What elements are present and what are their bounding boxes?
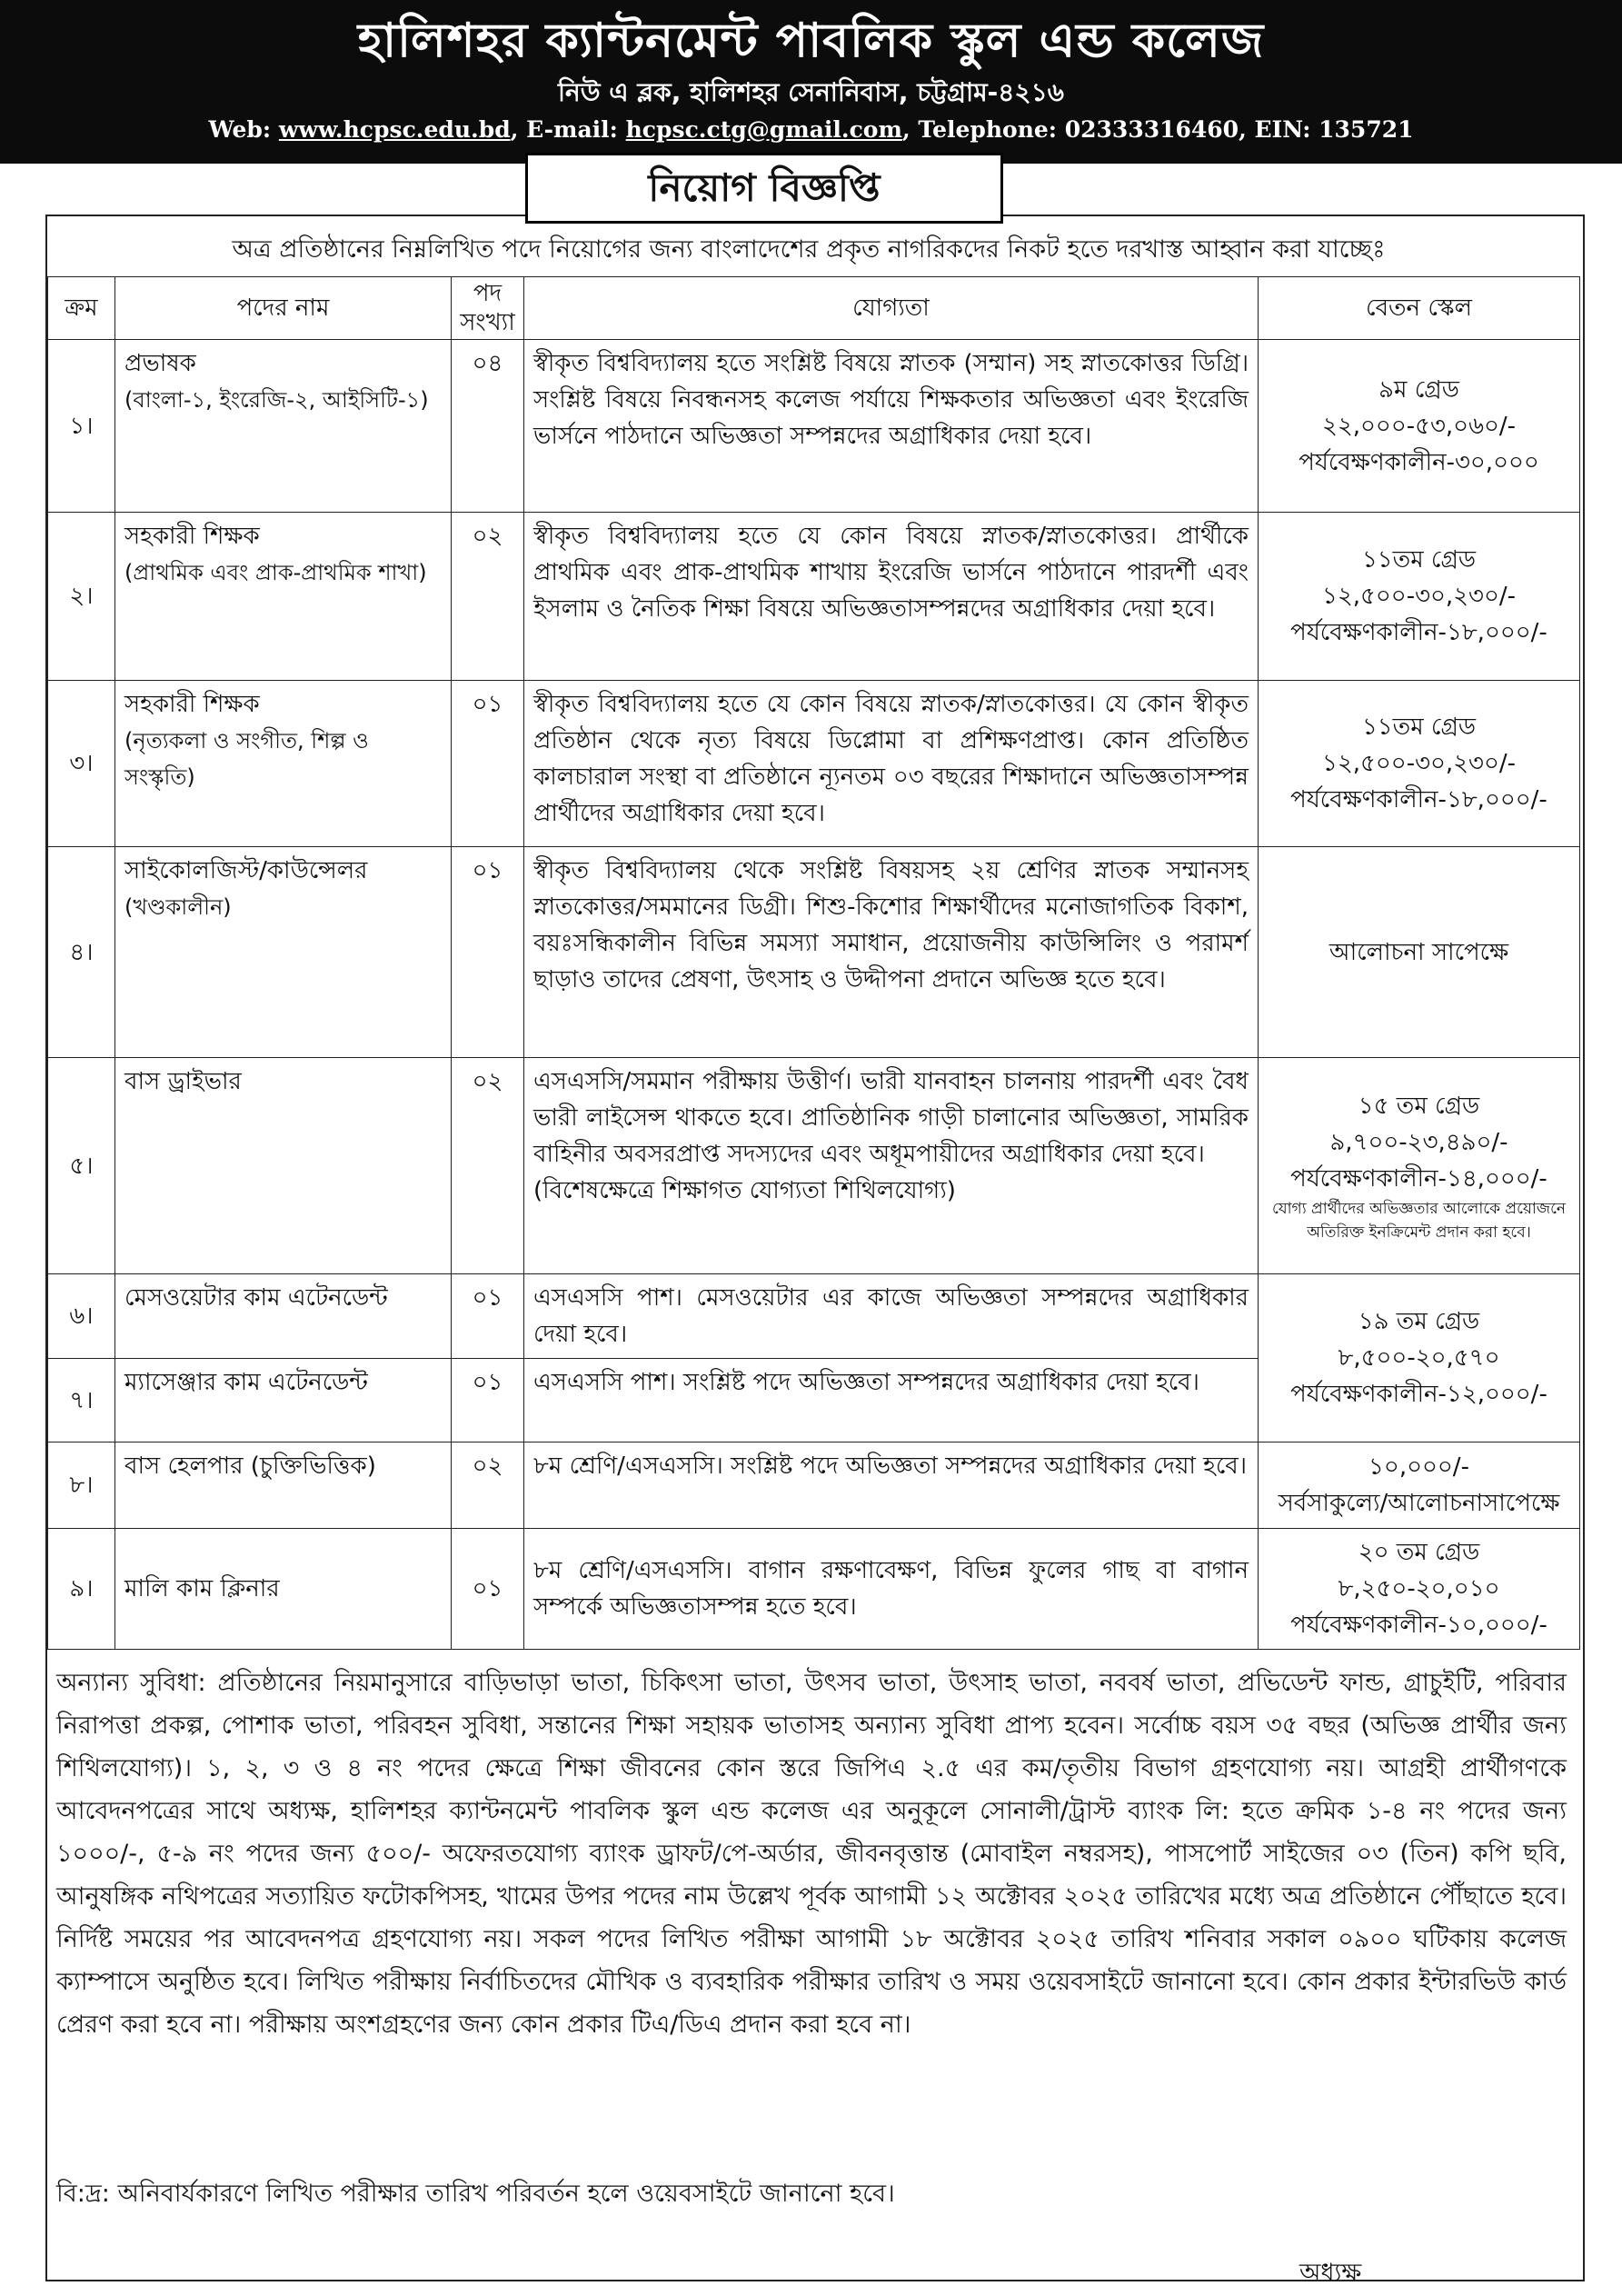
jobs-table — [47, 276, 1580, 1650]
letterhead — [0, 0, 1622, 164]
row-post: মালি কাম ক্লিনার — [115, 1529, 452, 1650]
row-count: ০২ — [452, 1442, 524, 1529]
row-qualification: স্বীকৃত বিশ্ববিদ্যালয় থেকে সংশ্লিষ্ট বিষয়সহ ২য় শ্রেণির স্নাতক সম্মানসহ স্নাতকোত্তর/সমমানের ডিগ্রী। শিশু-কিশোর শিক্ষার্থীদের মনোজাগতিক বিকাশ, বয়ঃসন্ধিকালীন বিভিন্ন সমস্যা সমাধান, প্রয়োজনীয় কাউন্সিলিং ও পরামর্শ ছাড়াও তাদের প্রেষণা, উৎসাহ ও উদ্দীপনা প্রদানে অভিজ্ঞ হতে হবে। — [524, 847, 1259, 1058]
row-post: ম্যাসেঞ্জার কাম এটেনডেন্ট — [115, 1359, 452, 1442]
row-count: ০১ — [452, 1359, 524, 1442]
row-qualification: স্বীকৃত বিশ্ববিদ্যালয় হতে সংশ্লিষ্ট বিষয়ে স্নাতক (সম্মান) সহ স্নাতকোত্তর ডিগ্রি। সংশ্লিষ্ট বিষয়ে নিবন্ধনসহ কলেজ পর্যায়ে শিক্ষকতার অভিজ্ঞতা এবং ইংরেজি ভার্সনে পাঠদানে অভিজ্ঞতা সম্পন্নদের অগ্রাধিকার দেয়া হবে। — [524, 340, 1259, 513]
header-qualification: যোগ্যতা — [524, 277, 1259, 340]
row-pay: আলোচনা সাপেক্ষে — [1259, 847, 1580, 1058]
table-row — [48, 847, 1580, 1058]
row-count: ০২ — [452, 1058, 524, 1274]
contact-line — [0, 115, 1622, 145]
row-qualification: ৮ম শ্রেণি/এসএসসি। সংশ্লিষ্ট পদে অভিজ্ঞতা সম্পন্নদের অগ্রাধিকার দেয়া হবে। — [524, 1442, 1259, 1529]
row-sl: ৫। — [48, 1058, 115, 1274]
row-post: বাস হেলপার (চুক্তিভিত্তিক) — [115, 1442, 452, 1529]
row-sl: ৯। — [48, 1529, 115, 1650]
row-qualification: স্বীকৃত বিশ্ববিদ্যালয় হতে যে কোন বিষয়ে স্নাতক/স্নাতকোত্তর। প্রার্থীকে প্রাথমিক এবং প্রাক-প্রাথমিক শাখায় ইংরেজি ভার্সনে পাঠদানে পারদর্শী এবং ইসলাম ও নৈতিক শিক্ষা বিষয়ে অভিজ্ঞতাসম্পন্নদের অগ্রাধিকার দেয়া হবে। — [524, 513, 1259, 681]
row-post: সাইকোলজিস্ট/কাউন্সেলর (খণ্ডকালীন) — [115, 847, 452, 1058]
row-qualification: এসএসসি পাশ। সংশ্লিষ্ট পদে অভিজ্ঞতা সম্পন্নদের অগ্রাধিকার দেয়া হবে। — [524, 1359, 1259, 1442]
table-row — [48, 513, 1580, 681]
header-pay: বেতন স্কেল — [1259, 277, 1580, 340]
table-row — [48, 1529, 1580, 1650]
row-sl: ৩। — [48, 681, 115, 847]
notice-title: নিয়োগ বিজ্ঞপ্তি — [525, 153, 1003, 224]
intro-text: অত্র প্রতিষ্ঠানের নিম্নলিখিত পদে নিয়োগের জন্য বাংলাদেশের প্রকৃত নাগরিকদের নিকট হতে দরখাস্ত আহ্বান করা যাচ্ছেঃ — [232, 235, 1386, 264]
header-sl: ক্রম — [48, 277, 115, 340]
row-pay: ১১তম গ্রেড ১২,৫০০-৩০,২৩০/- পর্যবেক্ষণকালীন-১৮,০০০/- — [1259, 681, 1580, 847]
row-sl: ১। — [48, 340, 115, 513]
row-post: সহকারী শিক্ষক (প্রাথমিক এবং প্রাক-প্রাথমিক শাখা) — [115, 513, 452, 681]
note-text: বি:দ্র: অনিবার্যকারণে লিখিত পরীক্ষার তারিখ পরিবর্তন হলে ওয়েবসাইটে জানানো হবে। — [56, 2180, 895, 2208]
row-pay: ১০,০০০/- সর্বসাকুল্যে/আলোচনাসাপেক্ষে — [1259, 1442, 1580, 1529]
row-pay: ২০ তম গ্রেড ৮,২৫০-২০,০১০ পর্যবেক্ষণকালীন-১০,০০০/- — [1259, 1529, 1580, 1650]
row-qualification: এসএসসি/সমমান পরীক্ষায় উত্তীর্ণ। ভারী যানবাহন চালনায় পারদর্শী এবং বৈধ ভারী লাইসেন্স থাকতে হবে। প্রাতিষ্ঠানিক গাড়ী চালানোর অভিজ্ঞতা, সামরিক বাহিনীর অবসরপ্রাপ্ত সদস্যদের এবং অধূমপায়ীদের অগ্রাধিকার দেয়া হবে। (বিশেষক্ষেত্রে শিক্ষাগত যোগ্যতা শিথিলযোগ্য) — [524, 1058, 1259, 1274]
row-pay: ১১তম গ্রেড ১২,৫০০-৩০,২৩০/- পর্যবেক্ষণকালীন-১৮,০০০/- — [1259, 513, 1580, 681]
row-qualification: ৮ম শ্রেণি/এসএসসি। বাগান রক্ষণাবেক্ষণ, বিভিন্ন ফুলের গাছ বা বাগান সম্পর্কে অভিজ্ঞতাসম্পন্ন হতে হবে। — [524, 1529, 1259, 1650]
row-sl: ৮। — [48, 1442, 115, 1529]
row-count: ০২ — [452, 513, 524, 681]
row-sl: ৪। — [48, 847, 115, 1058]
table-row — [48, 681, 1580, 847]
email-link[interactable]: hcpsc.ctg@gmail.com — [625, 116, 902, 143]
row-sl: ২। — [48, 513, 115, 681]
table-row — [48, 1058, 1580, 1274]
signature-label: অধ্যক্ষ — [1299, 2259, 1362, 2287]
row-count: ০১ — [452, 1274, 524, 1359]
school-address: নিউ এ ব্লক, হালিশহর সেনানিবাস, চট্টগ্রাম-৪২১৬ — [557, 77, 1064, 107]
table-row — [48, 1442, 1580, 1529]
row-post: প্রভাষক (বাংলা-১, ইংরেজি-২, আইসিটি-১) — [115, 340, 452, 513]
footer-paragraph: অন্যান্য সুবিধা: প্রতিষ্ঠানের নিয়মানুসারে বাড়িভাড়া ভাতা, চিকিৎসা ভাতা, উৎসব ভাতা, উৎসাহ ভাতা, নববর্ষ ভাতা, প্রভিডেন্ট ফান্ড, গ্রাচুইটি, পরিবার নিরাপত্তা প্রকল্প, পোশাক ভাতা, পরিবহন সুবিধা, সন্তানের শিক্ষা সহায়ক ভাতাসহ অন্যান্য সুবিধা প্রাপ্য হবেন। সর্বোচ্চ বয়স ৩৫ বছর (অভিজ্ঞ প্রার্থীর জন্য শিথিলযোগ্য)। ১, ২, ৩ ও ৪ নং পদের ক্ষেত্রে শিক্ষা জীবনের কোন স্তরে জিপিএ ২.৫ এর কম/তৃতীয় বিভাগ গ্রহণযোগ্য নয়। আগ্রহী প্রার্থীগণকে আবেদনপত্রের সাথে অধ্যক্ষ, হালিশহর ক্যান্টনমেন্ট পাবলিক স্কুল এন্ড কলেজ এর অনুকূলে সোনালী/ট্রাস্ট ব্যাংক লি: হতে ক্রমিক ১-৪ নং পদের জন্য ১০০০/-, ৫-৯ নং পদের জন্য ৫০০/- অফেরতযোগ্য ব্যাংক ড্রাফট/পে-অর্ডার, জীবনবৃত্তান্ত (মোবাইল নম্বরসহ), পাসপোর্ট সাইজের ০৩ (তিন) কপি ছবি, আনুষঙ্গিক নথিপত্রের সত্যায়িত ফটোকপিসহ, খামের উপর পদের নাম উল্লেখ পূর্বক আগামী ১২ অক্টোবর ২০২৫ তারিখের মধ্যে অত্র প্রতিষ্ঠানে পৌঁছাতে হবে। নির্দিষ্ট সময়ের পর আবেদনপত্র গ্রহণযোগ্য নয়। সকল পদের লিখিত পরীক্ষা আগামী ১৮ অক্টোবর ২০২৫ তারিখ শনিবার সকাল ০৯০০ ঘটিকায় কলেজ ক্যাম্পাসে অনুষ্ঠিত হবে। লিখিত পরীক্ষায় নির্বাচিতদের মৌখিক ও ব্যবহারিক পরীক্ষার তারিখ ও সময় ওয়েবসাইটে জানানো হবে। কোন প্রকার ইন্টারভিউ কার্ড প্রেরণ করা হবে না। পরীক্ষায় অংশগ্রহণের জন্য কোন প্রকার টিএ/ডিএ প্রদান করা হবে না। — [56, 1669, 1567, 2039]
table-header-row — [48, 277, 1580, 340]
row-post: মেসওয়েটার কাম এটেনডেন্ট — [115, 1274, 452, 1359]
row-qualification: স্বীকৃত বিশ্ববিদ্যালয় হতে যে কোন বিষয়ে স্নাতক/স্নাতকোত্তর। যে কোন স্বীকৃত প্রতিষ্ঠান থেকে নৃত্য বিষয়ে ডিপ্লোমা বা প্রশিক্ষণপ্রাপ্ত। কোন প্রতিষ্ঠিত কালচারাল সংস্থা বা প্রতিষ্ঠানে ন্যূনতম ০৩ বছরের শিক্ষাদানে অভিজ্ঞতাসম্পন্ন প্রার্থীদের অগ্রাধিকার দেয়া হবে। — [524, 681, 1259, 847]
email-label: , E-mail: — [510, 116, 618, 143]
row-count: ০১ — [452, 847, 524, 1058]
row-pay: ১৫ তম গ্রেড ৯,৭০০-২৩,৪৯০/- পর্যবেক্ষণকালীন-১৪,০০০/- যোগ্য প্রার্থীদের অভিজ্ঞতার আলোকে প্রয়োজনে অতিরিক্ত ইনক্রিমেন্ট প্রদান করা হবে। — [1259, 1058, 1580, 1274]
row-post: সহকারী শিক্ষক (নৃত্যকলা ও সংগীত, শিল্প ও সংস্কৃতি) — [115, 681, 452, 847]
row-sl: ৬। — [48, 1274, 115, 1359]
row-sl: ৭। — [48, 1359, 115, 1442]
row-qualification: এসএসসি পাশ। মেসওয়েটার এর কাজে অভিজ্ঞতা সম্পন্নদের অগ্রাধিকার দেয়া হবে। — [524, 1274, 1259, 1359]
row-count: ০১ — [452, 1529, 524, 1650]
row-pay-shared: ১৯ তম গ্রেড ৮,৫০০-২০,৫৭০ পর্যবেক্ষণকালীন-১২,০০০/- — [1259, 1274, 1580, 1442]
web-link[interactable]: www.hcpsc.edu.bd — [278, 116, 511, 143]
row-post: বাস ড্রাইভার — [115, 1058, 452, 1274]
table-row — [48, 1274, 1580, 1359]
row-count: ০১ — [452, 681, 524, 847]
header-count: পদ সংখ্যা — [452, 277, 524, 340]
row-count: ০৪ — [452, 340, 524, 513]
phone-info: , Telephone: 02333316460, EIN: 135721 — [901, 116, 1414, 143]
table-row — [48, 340, 1580, 513]
web-label: Web: — [208, 116, 272, 143]
header-post: পদের নাম — [115, 277, 452, 340]
row-pay: ৯ম গ্রেড ২২,০০০-৫৩,০৬০/- পর্যবেক্ষণকালীন-৩০,০০০ — [1259, 340, 1580, 513]
school-name: হালিশহর ক্যান্টনমেন্ট পাবলিক স্কুল এন্ড কলেজ — [357, 14, 1265, 68]
